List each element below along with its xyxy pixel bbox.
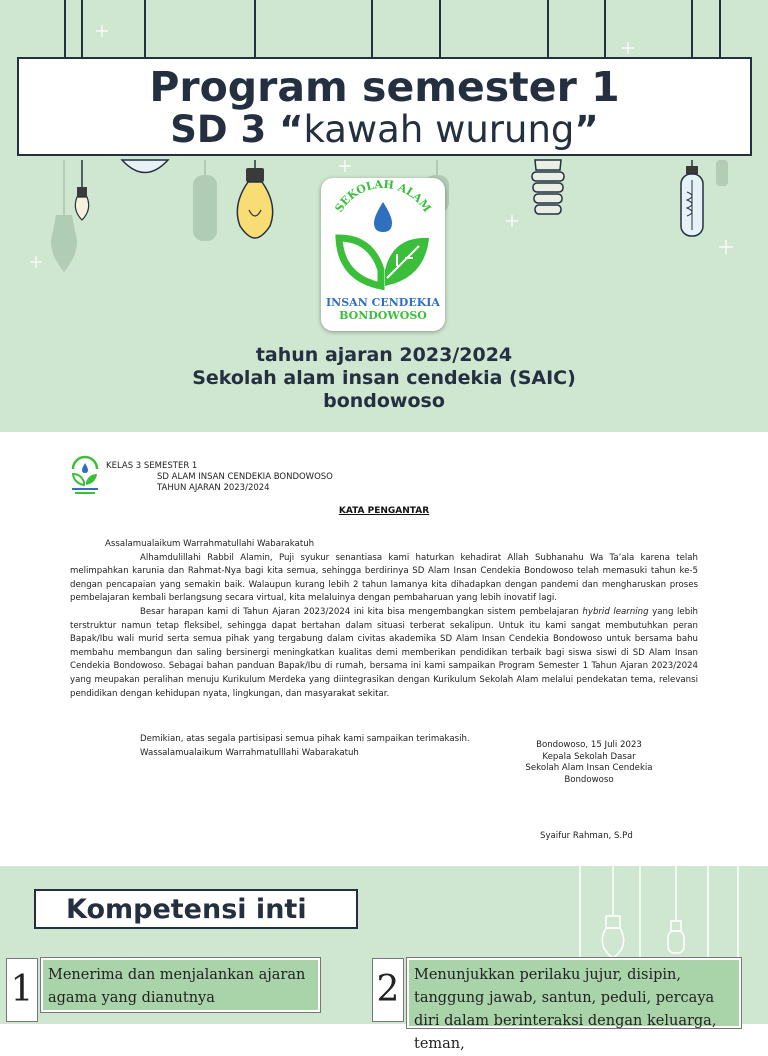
kompetensi-number-2: 2 (372, 958, 404, 1022)
doc-header-school: SD ALAM INSAN CENDEKIA BONDOWOSO (157, 472, 333, 482)
class-theme-close-quote: ” (574, 108, 599, 151)
school-name: Sekolah alam insan cendekia (SAIC) (192, 367, 576, 389)
paragraph-2: Besar harapan kami di Tahun Ajaran 2023/2024 ini kita bisa mengembangkan sistem pembelajaran hybrid learning yang lebih terstruktur namun tetap fleksibel, sehingga dapat bertahan dalam situasi terberat sekalipun. Untuk itu kami sangat membutuhkan peran Bapak/Ibu wali murid serta semua pihak yang tergabung dalam civitas akademika SD Alam Insan Cendekia Bondowoso untuk bersama bahu membahu membangun dan saling bersinergi meningkatkan kualitas demi memberikan pendidikan terbaik bagi siswa siswi di SD Alam Insan Cendekia Bondowoso. Sebagai bahan panduan Bapak/Ibu di rumah, bersama ini kami sampaikan Program Semester 1 Tahun Ajaran 2023/2024 yang meupakan peralihan menuju Kurikulum Merdeka yang diintegrasikan dengan Kurikulum Sekolah Alam melalui pendekatan tema, relevansi pendidikan dengan kehidupan nyata, lingkungan, dan masyarakat sekitar. (70, 606, 698, 699)
closing-thanks: Demikian, atas segala partisipasi semua pihak kami sampaikan terimakasih. (140, 734, 470, 744)
kompetensi-item-1: Menerima dan menjalankan ajaran agama yang dianutnya (41, 958, 320, 1012)
sign-city: Bondowoso (564, 774, 614, 785)
document-heading: KATA PENGANTAR (338, 506, 430, 516)
logo-water-drop (374, 202, 392, 232)
sign-role: Kepala Sekolah Dasar (542, 751, 636, 762)
logo-arc-text: SEKOLAH ALAM (332, 178, 434, 215)
class-theme: kawah wurung (303, 108, 575, 151)
document-logo (69, 457, 101, 495)
kompetensi-item-2: Menunjukkan perilaku jujur, disipin, tanggung jawab, santun, peduli, percaya diri dalam berinteraksi dengan keluarga, teman, (407, 958, 741, 1028)
school-city: bondowoso (323, 390, 445, 412)
cover-slide (0, 0, 768, 432)
doc-header-class: KELAS 3 SEMESTER 1 (106, 461, 198, 471)
cover-title: Program semester 1 (149, 63, 620, 111)
kompetensi-title: Kompetensi inti (34, 889, 358, 929)
closing-salam: Wassalamualaikum Warrahmatulllahi Wabarakatuh (140, 747, 359, 758)
cover-title-box (17, 57, 752, 156)
signature-block (520, 740, 658, 786)
signer-name: Syaifur Rahman, S.Pd (540, 831, 633, 841)
school-logo (321, 178, 445, 331)
logo-city: BONDOWOSO (339, 309, 427, 322)
sign-school: Sekolah Alam Insan Cendekia (525, 763, 653, 773)
kompetensi-number-1: 1 (6, 958, 38, 1022)
paragraph-1: Alhamdulillahi Rabbil Alamin, Puji syukur senantiasa kami haturkan kehadirat Allah Subhanahu Wa Ta’ala karena telah melimpahkan karunia dan Rahmat-Nya bagi kita semua, sehingga berdirinya SD Alam Insan Cendekia Bondowoso telah memasuki tahun ke-5 dengan pencapaian yang semakin baik. Walaupun kurang lebih 2 tahun lamanya kita dihadapkan dengan pandemi dan mengharuskan proses pembelajaran kembali berlangsung secara virtual, kita melaluinya dengan pembaharuan yang lebih inovatif lagi. (70, 552, 698, 604)
document-body (70, 538, 698, 701)
cover-class-title (19, 109, 750, 151)
academic-year: tahun ajaran 2023/2024 (255, 344, 513, 366)
doc-header-year: TAHUN AJARAN 2023/2024 (157, 483, 270, 493)
logo-school-name: INSAN CENDEKIA (326, 296, 440, 309)
class-name-prefix: SD 3 “ (170, 108, 304, 151)
document-closing (70, 733, 520, 760)
sign-place-date: Bondowoso, 15 Juli 2023 (536, 740, 642, 750)
greeting: Assalamualaikum Warrahmatullahi Wabarakatuh (105, 539, 315, 549)
cover-subtitle (0, 344, 768, 413)
